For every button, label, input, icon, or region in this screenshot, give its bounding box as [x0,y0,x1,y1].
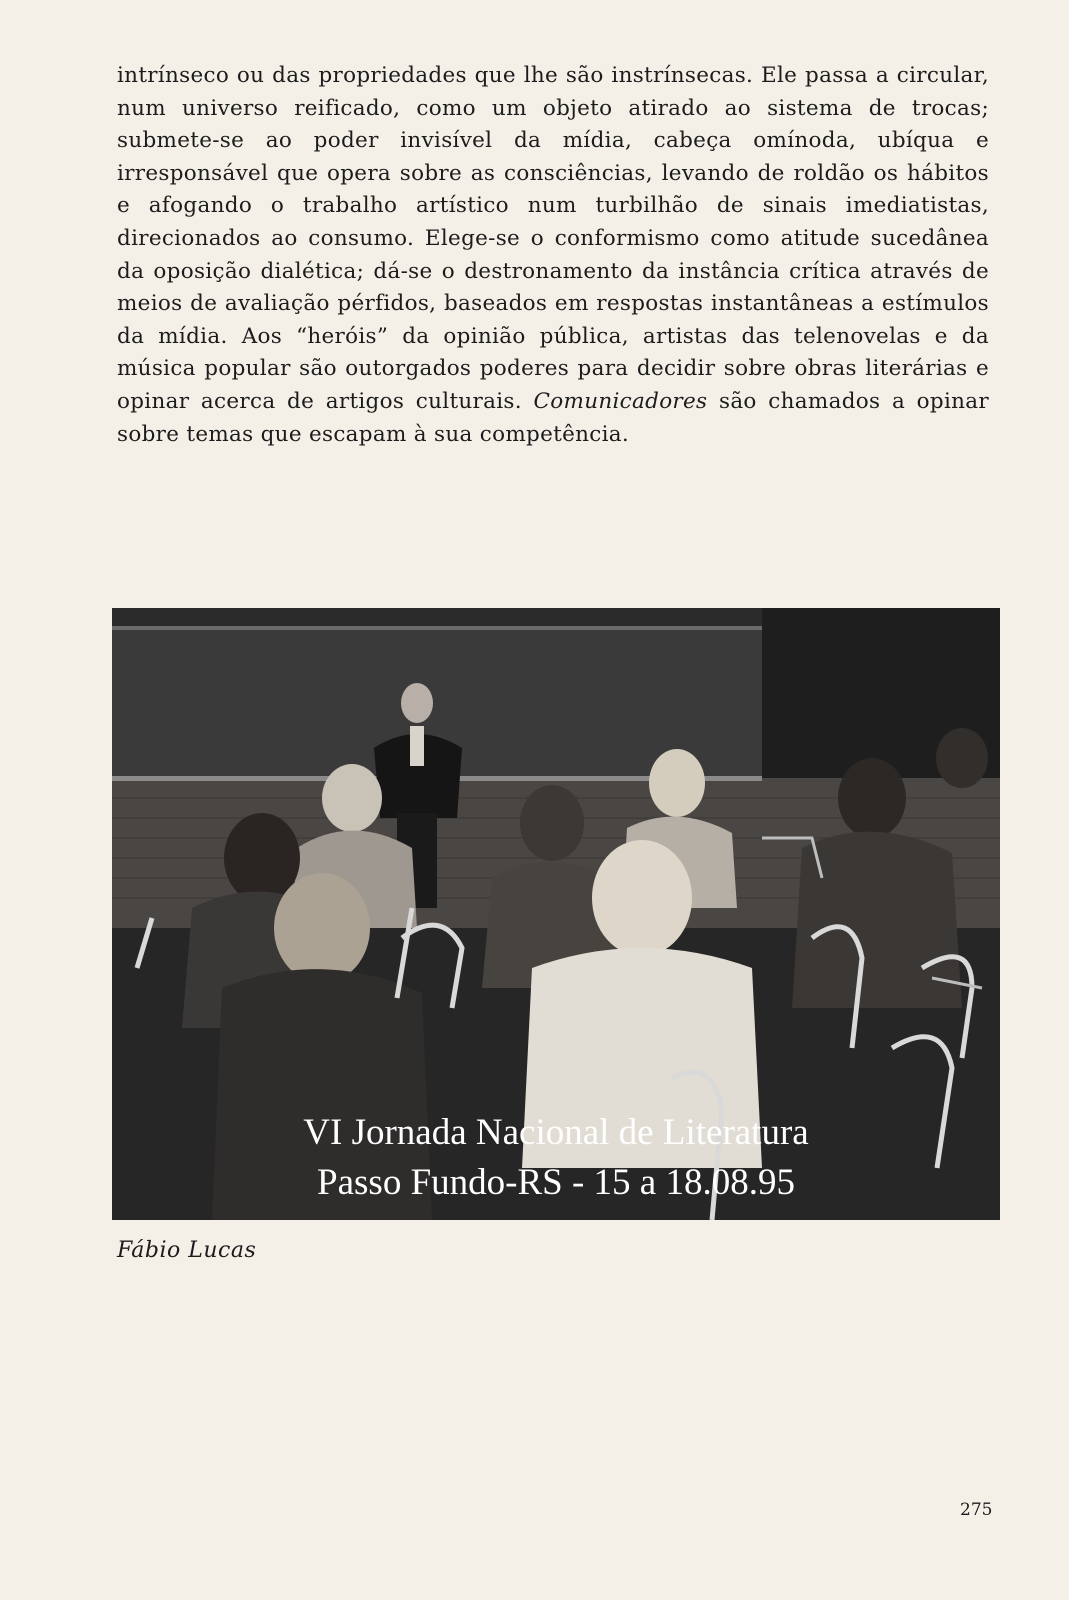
page-number: 275 [960,1500,993,1520]
photo-credit: Fábio Lucas [117,1238,257,1263]
italic-term: Comunicadores [533,388,708,414]
body-paragraph [117,60,989,451]
photo-caption-line-2: Passo Fundo-RS - 15 a 18.08.95 [317,1162,795,1203]
paragraph-text-end: são chamados a opinar sobre temas que escapam à sua competência. [117,388,989,447]
paragraph-text: intrínseco ou das propriedades que lhe são instrínsecas. Ele passa a circular, num universo reificado, como um objeto atirado ao sistema de trocas; submete-se ao poder invisível da mídia, cabeça omínoda, ubíqua e irresponsável que opera sobre as consciências, levando de roldão os hábitos e afogando o trabalho artístico num turbilhão de sinais imediatistas, direcionados ao consumo. Elege-se o conformismo como atitude sucedânea da oposição dialética; dá-se o destronamento da instância crítica através de meios de avaliação pérfidos, baseados em respostas instantâneas a estímulos da mídia. Aos “heróis” da opinião pública, artistas das telenovelas e da música popular são outorgados poderes para decidir sobre obras literárias e opinar acerca de artigos culturais. [117,63,989,414]
photo-caption-line-1: VI Jornada Nacional de Literatura [303,1112,809,1153]
